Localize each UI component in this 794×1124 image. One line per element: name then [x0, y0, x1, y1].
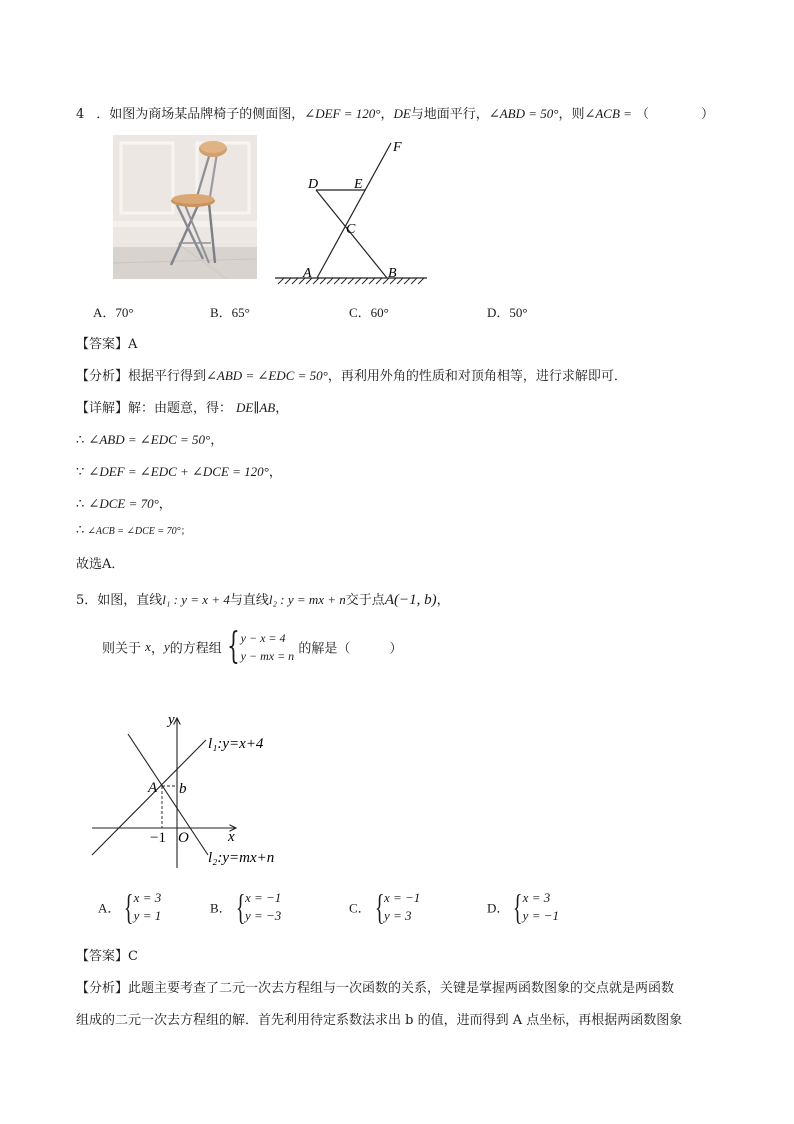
q5-line2-d: 的解是（ ）	[298, 641, 403, 657]
point-a-label: A	[303, 266, 312, 281]
q4-sep: ，	[380, 107, 394, 122]
point-c-label: C	[346, 222, 356, 237]
q5-analysis-label: 【分析】	[76, 981, 129, 996]
q4-answer-label: 【答案】	[76, 337, 129, 352]
y-axis-label: y	[168, 712, 175, 728]
q4-number: 4	[76, 107, 85, 122]
q5-answer-value: C	[128, 949, 138, 964]
q4-detail-intro-end: ，	[275, 401, 289, 416]
q4-step-1-math: ∠ABD = ∠EDC = 50°	[88, 432, 211, 447]
q5-answer	[76, 945, 138, 964]
q4-analysis-text-a: 根据平行得到	[128, 369, 207, 384]
q5-option-d-letter: D．	[487, 900, 510, 916]
q5-var-x: x	[145, 639, 151, 654]
q4-step-3-suffix: ，	[158, 497, 172, 512]
q5-line2-c: 的方程组	[169, 641, 222, 657]
q5-option-b-system	[245, 889, 281, 925]
q4-answer-value: A	[128, 337, 138, 352]
q4-option-d-letter: D．	[487, 305, 510, 320]
q4-step-2-math: ∠DEF = ∠EDC + ∠DCE = 120°	[88, 464, 269, 479]
q4-step-1-suffix: ，	[210, 433, 224, 448]
q5-analysis-line-1	[76, 977, 674, 996]
q4-stem	[76, 103, 714, 122]
q5-question-line	[102, 626, 403, 667]
q4-option-b	[210, 302, 250, 321]
q5-stem-b: 与直线	[229, 593, 269, 608]
q5-option-c-eq1: x = −1	[383, 890, 421, 905]
q4-answer-paren: （ ）	[635, 107, 714, 122]
q5-option-b-letter: B．	[210, 900, 232, 916]
q4-ask-prefix: ，则	[558, 107, 585, 122]
b-label: b	[179, 781, 187, 797]
q5-system-eq1: y − x = 4	[240, 631, 286, 645]
q4-option-b-letter: B．	[210, 305, 232, 320]
q5-option-d-system	[523, 889, 559, 925]
q5-number: 5	[76, 593, 85, 608]
q4-step-2	[76, 461, 282, 480]
q5-option-c-eq2: y = 3	[383, 908, 412, 923]
q5-line-l2: l₂ : y = mx + n	[268, 592, 346, 607]
q4-option-c-value: 60°	[370, 305, 389, 320]
q4-step-1	[76, 429, 223, 448]
q5-option-a-brace: {	[124, 887, 134, 927]
line-l1	[92, 740, 206, 855]
q4-analysis-text-b: ，再利用外角的性质和对顶角相等，进行求解即可．	[327, 369, 627, 384]
q4-answer	[76, 333, 137, 352]
q5-stem-c: 交于点	[345, 593, 385, 608]
q5-option-b	[210, 889, 281, 925]
q5-option-d-brace: {	[513, 887, 523, 927]
q4-stem-text: ．如图为商场某品牌椅子的侧面图，	[96, 107, 305, 122]
q4-condition-abd: ∠ABD = 50°	[488, 106, 559, 121]
q4-step-4-math: ∠ACB = ∠DCE = 70°	[87, 526, 181, 537]
segment-af	[317, 143, 391, 278]
q5-option-a-letter: A．	[98, 900, 121, 916]
l2-label: l₂:y=mx+n	[208, 850, 275, 866]
q5-line2-b: ，	[150, 641, 164, 657]
q5-option-c	[349, 889, 420, 925]
q5-function-graph	[88, 710, 288, 870]
q4-step-3-math: ∠DCE = 70°	[88, 496, 159, 511]
q5-system	[241, 629, 295, 665]
q5-option-b-eq1: x = −1	[244, 890, 282, 905]
q4-geometry-figure	[270, 135, 440, 285]
q5-option-a-eq1: x = 3	[133, 890, 162, 905]
q5-point-a: A(−1, b)	[384, 592, 437, 608]
q4-step-3	[76, 493, 172, 512]
q4-option-a	[93, 302, 134, 321]
q4-parallel-text: 与地面平行，	[410, 107, 489, 122]
q4-analysis-math: ∠ABD = ∠EDC = 50°	[206, 368, 328, 383]
q5-var-y: y	[163, 639, 170, 654]
q4-step-4	[76, 522, 191, 538]
q4-option-c-letter: C．	[349, 305, 371, 320]
q5-system-brace: {	[226, 626, 240, 667]
q4-conclusion: 故选A．	[76, 557, 125, 572]
point-e-label: E	[354, 177, 363, 192]
q4-step-3-prefix: ∴	[76, 497, 85, 512]
point-d-label: D	[308, 177, 319, 192]
q4-detail	[76, 397, 288, 416]
q4-step-2-prefix: ∵	[76, 465, 85, 480]
q5-stem-d: ，	[436, 593, 450, 608]
q5-option-a-eq2: y = 1	[133, 908, 162, 923]
origin-label: O	[178, 830, 189, 846]
q4-option-b-value: 65°	[231, 305, 250, 320]
chair-illustration	[113, 135, 257, 279]
q5-option-d-eq2: y = −1	[522, 908, 559, 923]
l1-label: l₁:y=x+4	[208, 736, 264, 752]
q4-option-d-value: 50°	[509, 305, 528, 320]
x-axis-label: x	[228, 829, 235, 845]
q4-condition-def: ∠DEF = 120°	[304, 106, 381, 121]
q5-system-eq2: y − mx = n	[240, 649, 295, 663]
q5-stem	[76, 589, 450, 609]
chair-photo	[113, 135, 257, 279]
neg-one-label: −1	[150, 830, 166, 846]
q5-option-a	[98, 889, 161, 925]
point-b-label: B	[388, 266, 397, 281]
q4-step-4-prefix: ∴	[76, 523, 85, 538]
q5-analysis-text-1: 此题主要考查了二元一次去方程组与一次函数的关系，关键是掌握两函数图象的交点就是两函数	[128, 981, 675, 996]
q5-option-d	[487, 889, 559, 925]
line-l2	[128, 734, 208, 855]
q5-line2-a: 则关于	[102, 641, 142, 657]
q4-option-a-letter: A．	[93, 305, 116, 320]
q4-step-2-suffix: ，	[268, 465, 282, 480]
q4-step-1-prefix: ∴	[76, 433, 85, 448]
point-a-label: A	[148, 780, 158, 796]
q5-option-c-system	[384, 889, 420, 925]
q4-option-c	[349, 302, 389, 321]
q4-detail-intro-math: DE∥AB	[236, 400, 276, 415]
q5-stem-a: ．如图，直线	[84, 593, 163, 608]
q5-line-l1: l₁ : y = x + 4	[162, 592, 230, 607]
q4-analysis	[76, 365, 627, 384]
q5-option-b-eq2: y = −3	[244, 908, 282, 923]
q5-option-c-brace: {	[374, 887, 385, 927]
q4-analysis-label: 【分析】	[76, 369, 129, 384]
q5-option-b-brace: {	[235, 887, 246, 927]
point-f-label: F	[393, 140, 402, 155]
q4-detail-intro: 解：由题意，得：	[128, 401, 233, 416]
q5-option-d-eq1: x = 3	[522, 890, 551, 905]
q4-ask: ∠ACB =	[584, 106, 632, 121]
q5-analysis-line-2: 组成的二元一次去方程组的解．首先利用待定系数法求出 b 的值，进而得到 A 点坐标，再根据两函数图象	[76, 1013, 683, 1028]
q5-answer-label: 【答案】	[76, 949, 129, 964]
q4-option-d	[487, 302, 528, 321]
q4-detail-label: 【详解】	[76, 401, 129, 416]
ground-hatching	[278, 278, 424, 284]
q5-option-c-letter: C．	[349, 900, 371, 916]
q4-var-de: DE	[393, 106, 411, 121]
q4-option-a-value: 70°	[115, 305, 134, 320]
q4-step-4-suffix: ；	[180, 526, 191, 537]
q5-option-a-system	[134, 889, 162, 925]
